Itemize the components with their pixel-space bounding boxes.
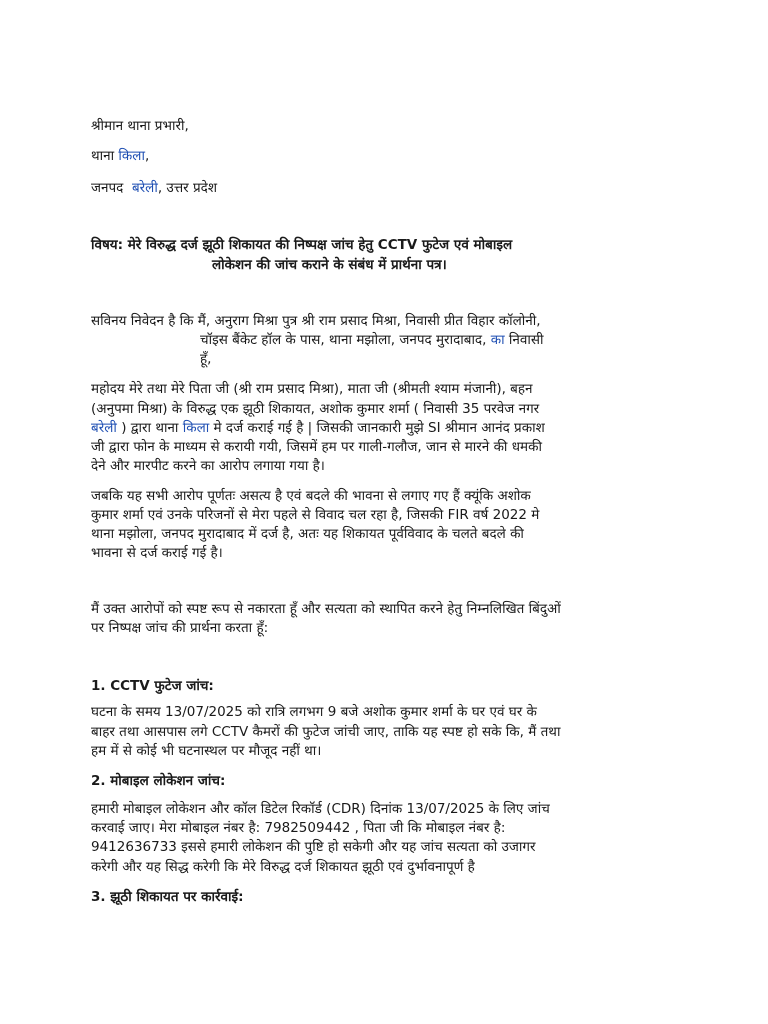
intro-line-2-text: चॉइस बैंकेट हॉल के पास, थाना मझोला, जनपद मुरादाबाद, xyxy=(200,332,487,348)
district-suffix: , उत्तर प्रदेश xyxy=(157,180,217,196)
para1-line-3-end: मे दर्ज कराई गई है | जिसकी जानकारी मुझे SI श्रीमान आनंद प्रकाश xyxy=(213,420,545,436)
section2-line-1: हमारी मोबाइल लोकेशन और कॉल डिटेल रिकॉर्ड (CDR) दिनांक 13/07/2025 के लिए जांच xyxy=(91,801,550,817)
station-name: किला xyxy=(118,148,145,164)
para1-line-3-mid: ) द्वारा थाना xyxy=(121,420,179,436)
police-station-line xyxy=(91,146,149,164)
para3-line-2: पर निष्पक्ष जांच की प्रार्थना करता हूँ: xyxy=(91,620,269,636)
section2-heading: 2. मोबाइल लोकेशन जांच: xyxy=(91,773,226,789)
salutation-line: श्रीमान थाना प्रभारी, xyxy=(91,118,189,134)
para2-line-3: थाना मझोला, जनपद मुरादाबाद में दर्ज है, अतः यह शिकायत पूर्वविवाद के चलते बदले की xyxy=(91,526,524,542)
district-prefix: जनपद xyxy=(91,180,124,196)
para1-line-4: जी द्वारा फोन के माध्यम से करायी गयी, जिसमें हम पर गाली-गलौज, जान से मारने की धमकी xyxy=(91,439,542,455)
para2-line-1: जबकि यह सभी आरोप पूर्णतः असत्य है एवं बदले की भावना से लगाए गए हैं क्यूंकि अशोक xyxy=(91,488,531,504)
para3-line-1: मैं उक्त आरोपों को स्पष्ट रूप से नकारता हूँ और सत्यता को स्थापित करने हेतु निम्नलिखित बिंदुओं xyxy=(91,601,561,617)
station-suffix: , xyxy=(144,148,150,164)
para2-line-2: कुमार शर्मा एवं उनके परिजनों से मेरा पहले से विवाद चल रहा है, जिसकी FIR वर्ष 2022 मे xyxy=(91,507,540,523)
para1-station: किला xyxy=(182,420,210,436)
section1-line-2: बाहर तथा आसपास लगे CCTV कैमरों की फुटेज जांची जाए, ताकि यह स्पष्ट हो सके कि, मैं तथा xyxy=(91,724,561,740)
subject-line-1: विषय: मेरे विरुद्ध दर्ज झूठी शिकायत की निष्पक्ष जांच हेतु CCTV फुटेज एवं मोबाइल xyxy=(91,237,513,253)
section1-heading: 1. CCTV फुटेज जांच: xyxy=(91,678,214,694)
section2-line-4: करेगी और यह सिद्ध करेगी कि मेरे विरुद्ध दर्ज शिकायत झूठी एवं दुर्भावनापूर्ण है xyxy=(91,859,475,875)
district-name: बरेली xyxy=(131,180,158,196)
section2-line-3: 9412636733 इससे हमारी लोकेशन की पुष्टि हो सकेगी और यह जांच सत्यता को उजागर xyxy=(91,839,536,855)
intro-line-2-blue: का xyxy=(490,332,505,348)
section2-line-2: करवाई जाए। मेरा मोबाइल नंबर है: 7982509442 , पिता जी कि मोबाइल नंबर है: xyxy=(91,820,506,836)
para2-line-4: भावना से दर्ज कराई गई है। xyxy=(91,545,223,561)
station-prefix: थाना xyxy=(91,148,115,164)
intro-line-3: हूँ, xyxy=(200,351,212,367)
intro-line-2 xyxy=(200,330,544,348)
para1-line-3 xyxy=(91,418,545,436)
intro-line-2-end: निवासी xyxy=(508,332,544,348)
section1-line-1: घटना के समय 13/07/2025 को रात्रि लगभग 9 बजे अशोक कुमार शर्मा के घर एवं घर के xyxy=(91,704,537,720)
intro-line-1: सविनय निवेदन है कि मैं, अनुराग मिश्रा पुत्र श्री राम प्रसाद मिश्रा, निवासी प्रीत विहार कॉलोनी, xyxy=(91,313,541,329)
subject-line-2: लोकेशन की जांच कराने के संबंध में प्रार्थना पत्र। xyxy=(212,257,447,273)
para1-city: बरेली xyxy=(91,420,117,436)
section1-line-3: हम में से कोई भी घटनास्थल पर मौजूद नहीं था। xyxy=(91,743,322,759)
para1-line-2: (अनुपमा मिश्रा) के विरुद्ध एक झूठी शिकायत, अशोक कुमार शर्मा ( निवासी 35 परवेज नगर xyxy=(91,401,540,417)
section3-heading: 3. झूठी शिकायत पर कार्रवाई: xyxy=(91,889,244,905)
para1-line-1: महोदय मेरे तथा मेरे पिता जी (श्री राम प्रसाद मिश्रा), माता जी (श्रीमती श्याम मंजानी), बहन xyxy=(91,381,533,397)
district-line xyxy=(91,178,217,196)
para1-line-5: देने और मारपीट करने का आरोप लगाया गया है। xyxy=(91,458,325,474)
